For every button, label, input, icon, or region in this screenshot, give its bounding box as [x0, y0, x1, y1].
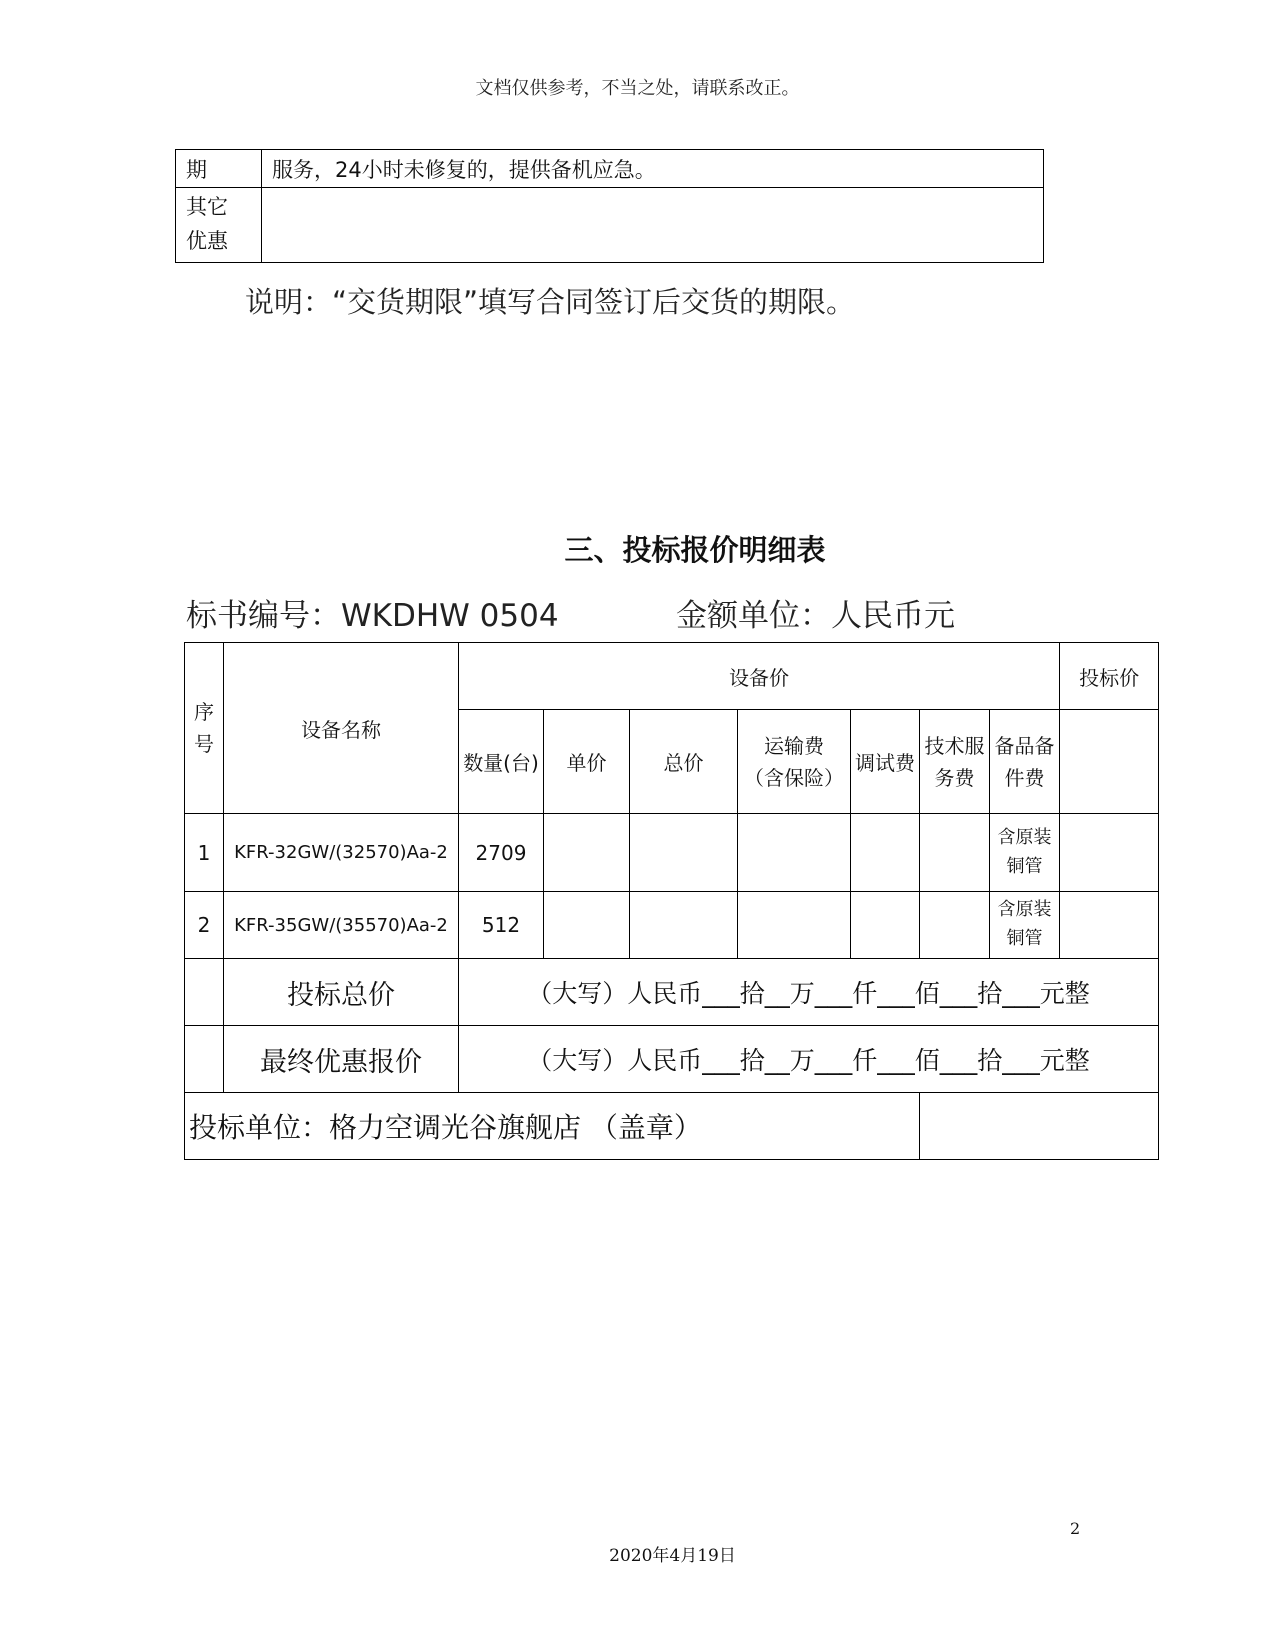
- row-total-price: [630, 814, 738, 892]
- currency-unit: 金额单位：人民币元: [676, 598, 955, 634]
- row-shipping: [738, 892, 851, 959]
- section-title: 三、投标报价明细表: [564, 533, 826, 567]
- header-equipment-price: 设备价: [459, 643, 1060, 710]
- row-commissioning: [851, 814, 920, 892]
- other-discount-value: [262, 188, 1044, 263]
- final-seq-blank: [185, 1026, 224, 1093]
- header-commissioning: 调试费: [851, 710, 920, 814]
- row-unit-price: [544, 892, 630, 959]
- service-terms-table: [175, 149, 1044, 263]
- page-number: 2: [1070, 1519, 1081, 1538]
- row-quantity: 2709: [459, 814, 544, 892]
- header-seq: 序 号: [185, 643, 224, 814]
- row-quantity: 512: [459, 892, 544, 959]
- row-tech-service: [920, 814, 990, 892]
- row-spare-parts: 含原装 铜管: [990, 892, 1060, 959]
- row-shipping: [738, 814, 851, 892]
- total-value: （大写）人民币___拾__万___仟___佰___拾___元整: [459, 959, 1159, 1026]
- header-shipping: 运输费 （含保险）: [738, 710, 851, 814]
- header-unit-price: 单价: [544, 710, 630, 814]
- row-seq: 2: [185, 892, 224, 959]
- header-quantity: 数量(台): [459, 710, 544, 814]
- delivery-note: 说明：“交货期限”填写合同签订后交货的期限。: [245, 285, 856, 319]
- seal-area: [920, 1093, 1159, 1160]
- row-bid-price: [1060, 814, 1159, 892]
- row-seq: 1: [185, 814, 224, 892]
- table-row: [185, 814, 1159, 892]
- header-bid-price-blank: [1060, 710, 1159, 814]
- header-spare-parts: 备品备 件费: [990, 710, 1060, 814]
- quotation-table: [184, 642, 1159, 1160]
- row-name: KFR-32GW/(32570)Aa-2: [224, 814, 459, 892]
- row-unit-price: [544, 814, 630, 892]
- bid-number: 标书编号：WKDHW 0504: [186, 598, 559, 634]
- term-label: 期: [176, 150, 262, 188]
- row-total-price: [630, 892, 738, 959]
- total-label: 投标总价: [224, 959, 459, 1026]
- final-value: （大写）人民币___拾__万___仟___佰___拾___元整: [459, 1026, 1159, 1093]
- footer-date: 2020年4月19日: [609, 1546, 736, 1566]
- header-note: 文档仅供参考，不当之处，请联系改正。: [475, 78, 800, 99]
- header-name: 设备名称: [224, 643, 459, 814]
- bidder-unit: 投标单位：格力空调光谷旗舰店 （盖章）: [185, 1093, 920, 1160]
- row-tech-service: [920, 892, 990, 959]
- header-total-price: 总价: [630, 710, 738, 814]
- row-commissioning: [851, 892, 920, 959]
- other-discount-label: 其它 优惠: [176, 188, 262, 263]
- term-value: 服务，24小时未修复的，提供备机应急。: [262, 150, 1044, 188]
- header-bid-price: 投标价: [1060, 643, 1159, 710]
- row-spare-parts: 含原装 铜管: [990, 814, 1060, 892]
- row-name: KFR-35GW/(35570)Aa-2: [224, 892, 459, 959]
- final-label: 最终优惠报价: [224, 1026, 459, 1093]
- total-seq-blank: [185, 959, 224, 1026]
- header-tech-service: 技术服 务费: [920, 710, 990, 814]
- table-row: [185, 892, 1159, 959]
- row-bid-price: [1060, 892, 1159, 959]
